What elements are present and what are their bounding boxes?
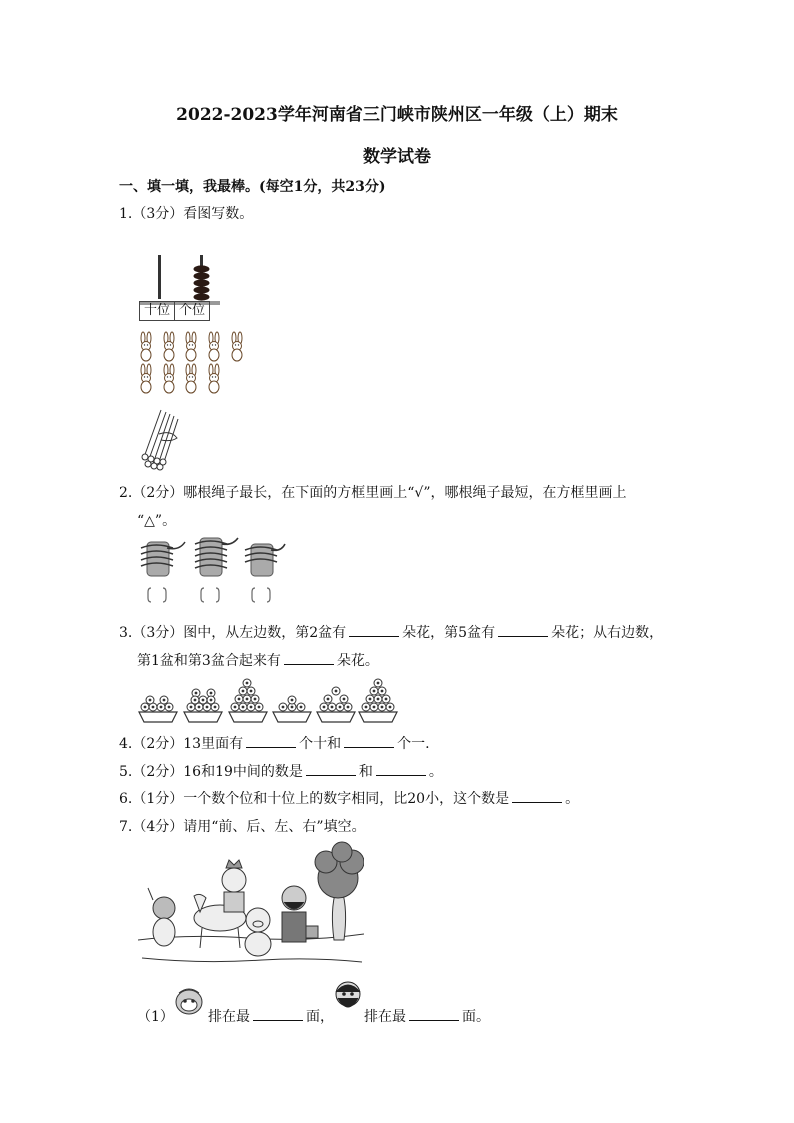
flower-pots-image <box>137 674 399 724</box>
answer-blank[interactable] <box>376 761 426 776</box>
rabbit-group <box>137 331 252 399</box>
answer-blank[interactable] <box>253 1006 303 1021</box>
question-7-sub1: （1） <box>137 1009 174 1025</box>
answer-blank[interactable] <box>409 1006 459 1021</box>
page-subtitle: 数学试卷 <box>363 147 431 167</box>
answer-blank[interactable] <box>349 622 399 637</box>
answer-blank[interactable] <box>344 733 394 748</box>
question-7-sub1-end: 排在最 面。 <box>364 1006 490 1026</box>
question-1-text: 1.（3分）看图写数。 <box>119 206 254 222</box>
journey-west-scene <box>138 840 364 972</box>
stick-bundle <box>137 404 185 472</box>
page-title: 2022-2023学年河南省三门峡市陕州区一年级（上）期末 <box>176 105 618 125</box>
question-2-line2: “△”。 <box>137 513 177 529</box>
place-value-labels <box>139 301 210 321</box>
question-7-text: 7.（4分）请用“前、后、左、右”填空。 <box>119 819 366 835</box>
sha-wujing-head-icon <box>332 980 364 1016</box>
question-7-sub1-middle: 排在最 面， <box>208 1006 334 1026</box>
question-4: 4.（2分）13里面有 个十和 个一. <box>119 733 430 753</box>
ones-label: 个位 <box>175 301 210 321</box>
answer-blank[interactable] <box>306 761 356 776</box>
section-heading: 一、填一填，我最棒。(每空1分，共23分) <box>119 179 386 195</box>
ropes-image <box>137 534 297 614</box>
question-6: 6.（1分）一个数个位和十位上的数字相同，比20小，这个数是 。 <box>119 788 579 808</box>
question-3-line1: 3.（3分）图中，从左边数，第2盆有 朵花，第5盆有 朵花；从右边数， <box>119 622 663 642</box>
answer-blank[interactable] <box>512 788 562 803</box>
answer-blank[interactable] <box>246 733 296 748</box>
monkey-head-icon <box>171 985 207 1017</box>
answer-blank[interactable] <box>498 622 548 637</box>
question-3-line2: 第1盆和第3盆合起来有 朵花。 <box>137 650 379 670</box>
tens-label: 十位 <box>139 301 175 321</box>
question-5: 5.（2分）16和19中间的数是 和 。 <box>119 761 443 781</box>
question-2-line1: 2.（2分）哪根绳子最长，在下面的方框里画上“√”，哪根绳子最短，在方框里画上 <box>119 485 627 501</box>
answer-blank[interactable] <box>284 650 334 665</box>
